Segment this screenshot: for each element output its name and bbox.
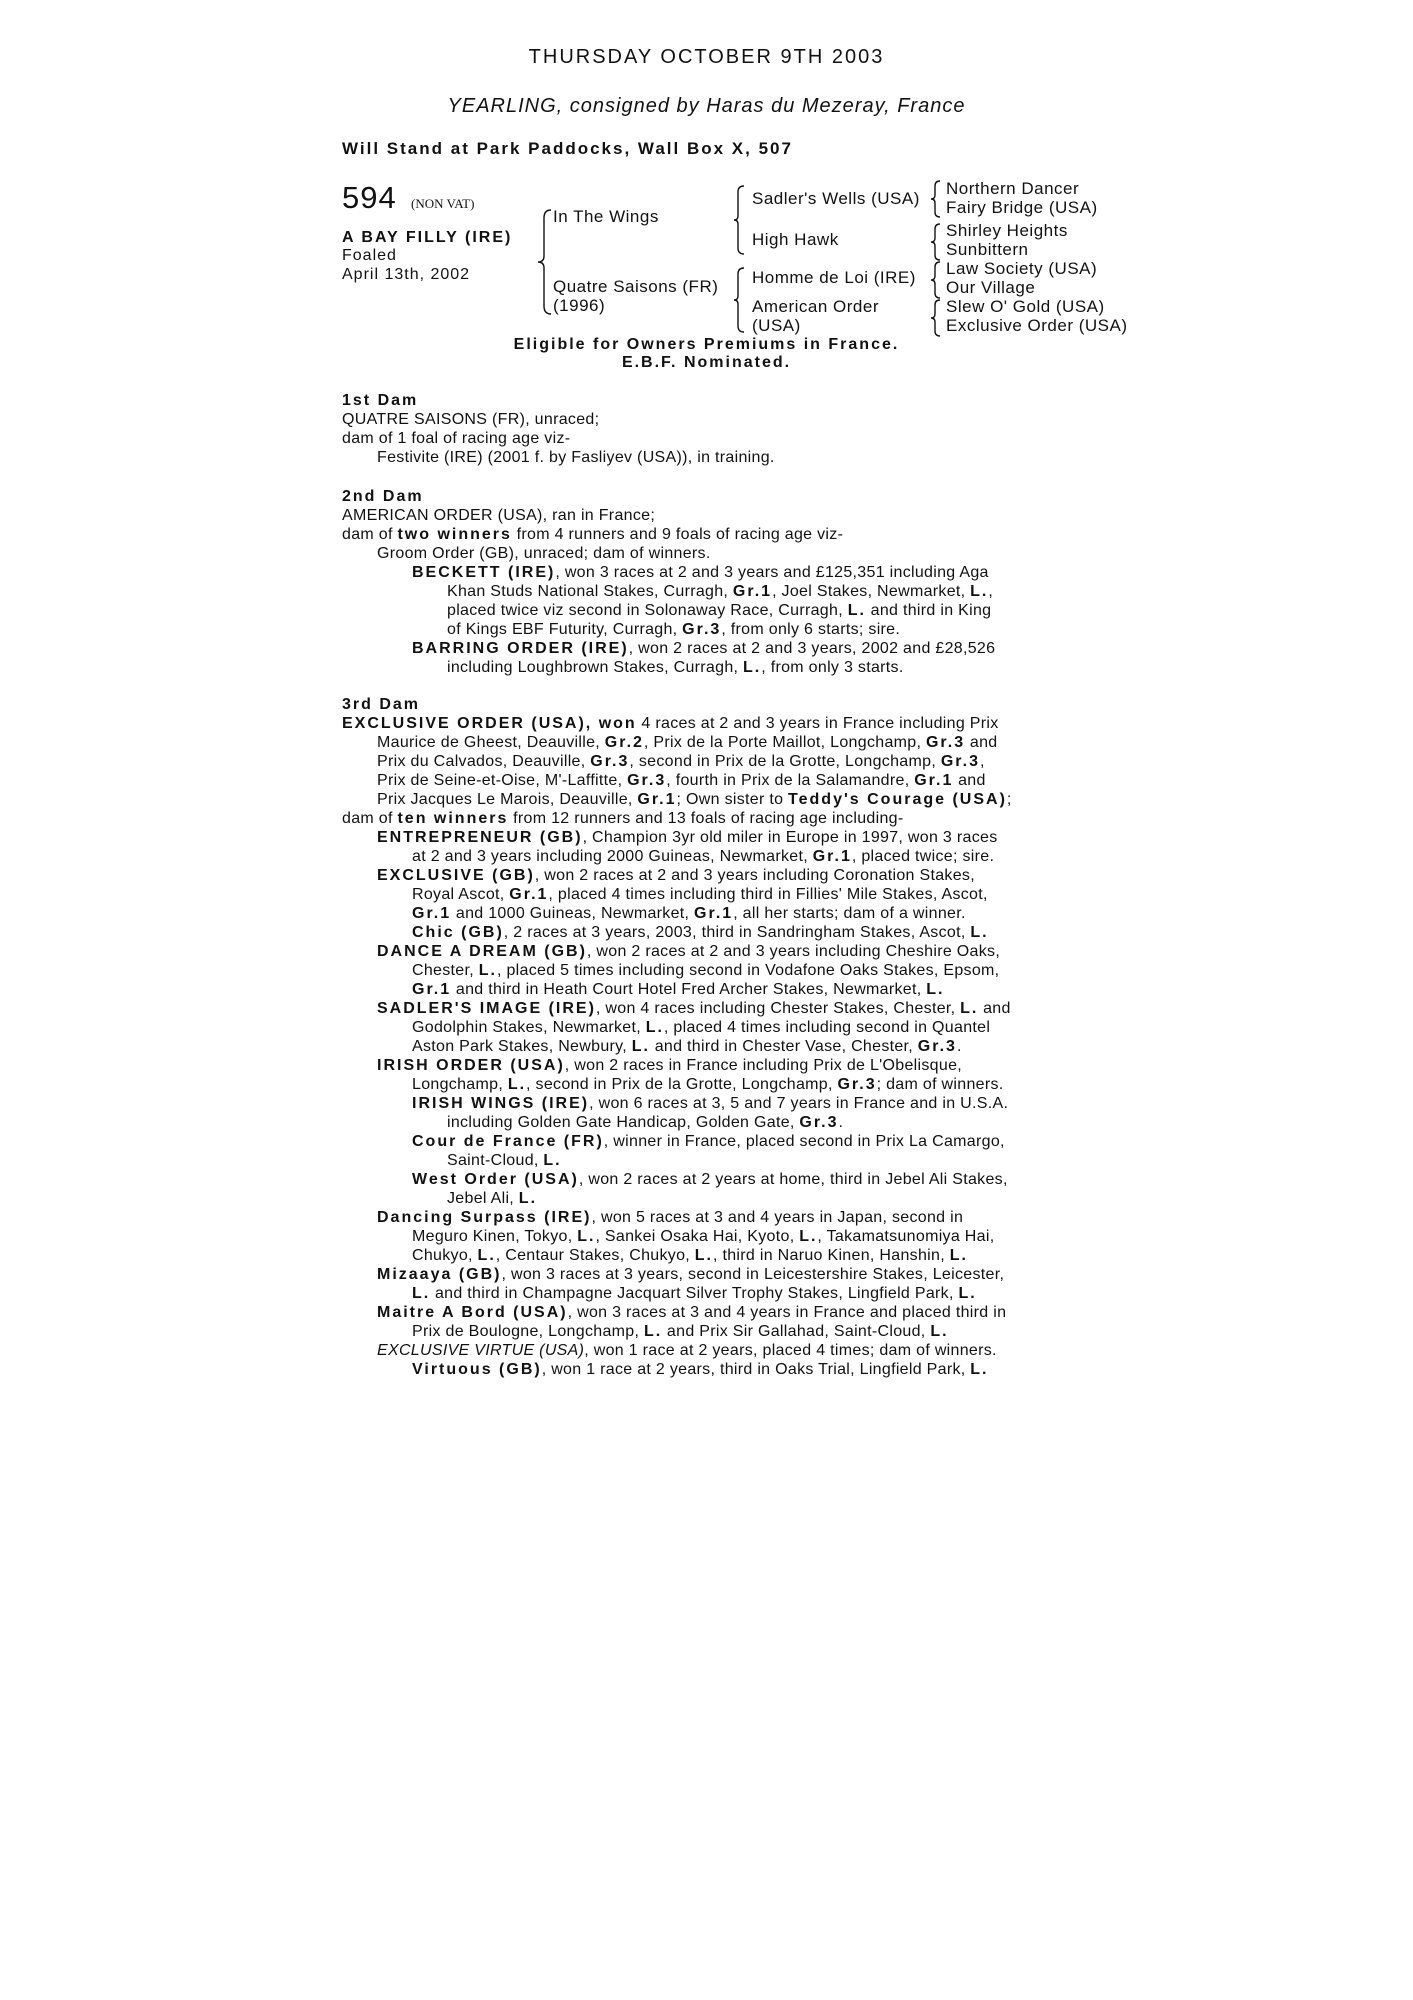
chic-entry: Chic (GB), 2 races at 3 years, 2003, third in Sandringham Stakes, Ascot, L. bbox=[412, 924, 989, 941]
third-dam-line: Prix de Seine-et-Oise, M'-Laffitte, Gr.3, fourth in Prix de la Salamandre, Gr.1 and bbox=[377, 772, 986, 789]
pedigree-gg-6: Our Village bbox=[946, 278, 1036, 297]
dance-a-dream-entry-cont: Chester, L., placed 5 times including second in Vodafone Oaks Stakes, Epsom, bbox=[412, 962, 1000, 979]
dancing-surpass-entry-cont: Chukyo, L., Centaur Stakes, Chukyo, L., third in Naruo Kinen, Hanshin, L. bbox=[412, 1247, 968, 1264]
lot-number: 594 bbox=[342, 180, 397, 215]
barring-order-entry: BARRING ORDER (IRE), won 2 races at 2 and 3 years, 2002 and £28,526 bbox=[412, 640, 996, 657]
beckett-entry-cont: placed twice viz second in Solonaway Race, Curragh, L. and third in King bbox=[447, 602, 992, 619]
sadlers-image-entry-cont: Godolphin Stakes, Newmarket, L., placed 4 times including second in Quantel bbox=[412, 1019, 991, 1036]
pedigree-gg-2: Fairy Bridge (USA) bbox=[946, 198, 1098, 217]
second-dam-heading: 2nd Dam bbox=[342, 488, 424, 505]
third-dam-section bbox=[342, 695, 1082, 1379]
pedigree-sire-dam: High Hawk bbox=[752, 230, 839, 249]
maitre-a-bord-entry-cont: Prix de Boulogne, Longchamp, L. and Prix Sir Gallahad, Saint-Cloud, L. bbox=[412, 1323, 949, 1340]
foaled-label: Foaled bbox=[342, 247, 397, 264]
third-dam-name: EXCLUSIVE ORDER (USA), won 4 races at 2 and 3 years in France including Prix bbox=[342, 715, 999, 732]
consignment-line: YEARLING, consigned by Haras du Mezeray, France bbox=[447, 95, 966, 117]
pedigree-dam-dam-origin: (USA) bbox=[752, 316, 801, 335]
exclusive-entry-cont: Gr.1 and 1000 Guineas, Newmarket, Gr.1, all her starts; dam of a winner. bbox=[412, 905, 966, 922]
pedigree-gg-8: Exclusive Order (USA) bbox=[946, 316, 1128, 335]
pedigree-gg-1: Northern Dancer bbox=[946, 179, 1080, 198]
third-dam-produce: dam of ten winners from 12 runners and 13 foals of racing age including- bbox=[342, 810, 904, 827]
pedigree-dam-dam: American Order bbox=[752, 297, 879, 316]
second-dam-produce: dam of two winners from 4 runners and 9 foals of racing age viz- bbox=[342, 526, 844, 543]
pedigree-gg-4: Sunbittern bbox=[946, 240, 1029, 259]
mizaaya-entry-cont: L. and third in Champagne Jacquart Silver Trophy Stakes, Lingfield Park, L. bbox=[412, 1285, 977, 1302]
exclusive-entry: EXCLUSIVE (GB), won 2 races at 2 and 3 years including Coronation Stakes, bbox=[377, 867, 975, 884]
pedigree-bracket-gg1 bbox=[929, 179, 943, 219]
vat-status: (NON VAT) bbox=[411, 196, 475, 211]
stand-location: Will Stand at Park Paddocks, Wall Box X, 507 bbox=[342, 139, 793, 158]
pedigree-bracket-gg3 bbox=[929, 260, 943, 300]
lot-title: A BAY FILLY (IRE) bbox=[342, 229, 513, 246]
second-dam-groom-order: Groom Order (GB), unraced; dam of winners. bbox=[377, 545, 711, 562]
first-dam-section bbox=[342, 391, 1082, 467]
third-dam-line: Prix du Calvados, Deauville, Gr.3, second in Prix de la Grotte, Longchamp, Gr.3, bbox=[377, 753, 985, 770]
beckett-entry-cont: of Kings EBF Futurity, Curragh, Gr.3, from only 6 starts; sire. bbox=[447, 621, 901, 638]
sadlers-image-entry: SADLER'S IMAGE (IRE), won 4 races including Chester Stakes, Chester, L. and bbox=[377, 1000, 1011, 1017]
west-order-entry-cont: Jebel Ali, L. bbox=[447, 1190, 538, 1207]
dance-a-dream-entry-cont: Gr.1 and third in Heath Court Hotel Fred Archer Stakes, Newmarket, L. bbox=[412, 981, 945, 998]
pedigree-bracket-dam bbox=[733, 266, 747, 334]
pedigree-gg-5: Law Society (USA) bbox=[946, 259, 1098, 278]
first-dam-heading: 1st Dam bbox=[342, 392, 419, 409]
first-dam-produce: dam of 1 foal of racing age viz- bbox=[342, 430, 571, 447]
dancing-surpass-entry-cont: Meguro Kinen, Tokyo, L., Sankei Osaka Hai, Kyoto, L., Takamatsunomiya Hai, bbox=[412, 1228, 995, 1245]
exclusive-virtue-entry: EXCLUSIVE VIRTUE (USA), won 1 race at 2 years, placed 4 times; dam of winners. bbox=[377, 1342, 997, 1359]
foaled-date: April 13th, 2002 bbox=[342, 266, 471, 283]
third-dam-line: Maurice de Gheest, Deauville, Gr.2, Prix de la Porte Maillot, Longchamp, Gr.3 and bbox=[377, 734, 998, 751]
beckett-entry: BECKETT (IRE), won 3 races at 2 and 3 years and £125,351 including Aga bbox=[412, 564, 989, 581]
entrepreneur-entry-cont: at 2 and 3 years including 2000 Guineas, Newmarket, Gr.1, placed twice; sire. bbox=[412, 848, 995, 865]
sadlers-image-entry-cont: Aston Park Stakes, Newbury, L. and third in Chester Vase, Chester, Gr.3. bbox=[412, 1038, 962, 1055]
pedigree-sire-sire: Sadler's Wells (USA) bbox=[752, 189, 920, 208]
pedigree-dam-year: (1996) bbox=[553, 296, 606, 315]
pedigree-dam: Quatre Saisons (FR) bbox=[553, 277, 719, 296]
irish-wings-entry: IRISH WINGS (IRE), won 6 races at 3, 5 and 7 years in France and in U.S.A. bbox=[412, 1095, 1009, 1112]
maitre-a-bord-entry: Maitre A Bord (USA), won 3 races at 3 and 4 years in France and placed third in bbox=[377, 1304, 1007, 1321]
irish-order-entry-cont: Longchamp, L., second in Prix de la Grotte, Longchamp, Gr.3; dam of winners. bbox=[412, 1076, 1004, 1093]
barring-order-entry-cont: including Loughbrown Stakes, Curragh, L., from only 3 starts. bbox=[447, 659, 904, 676]
third-dam-line: Prix Jacques Le Marois, Deauville, Gr.1; Own sister to Teddy's Courage (USA); bbox=[377, 791, 1012, 808]
pedigree-sire: In The Wings bbox=[553, 207, 659, 226]
third-dam-heading: 3rd Dam bbox=[342, 696, 421, 713]
mizaaya-entry: Mizaaya (GB), won 3 races at 3 years, second in Leicestershire Stakes, Leicester, bbox=[377, 1266, 1005, 1283]
pedigree-gg-3: Shirley Heights bbox=[946, 221, 1068, 240]
pedigree-bracket-main bbox=[535, 208, 555, 316]
dancing-surpass-entry: Dancing Surpass (IRE), won 5 races at 3 and 4 years in Japan, second in bbox=[377, 1209, 964, 1226]
irish-wings-entry-cont: including Golden Gate Handicap, Golden Gate, Gr.3. bbox=[447, 1114, 844, 1131]
eligibility-ebf: E.B.F. Nominated. bbox=[621, 354, 792, 371]
cour-de-france-entry: Cour de France (FR), winner in France, placed second in Prix La Camargo, bbox=[412, 1133, 1005, 1150]
pedigree-bracket-gg4 bbox=[929, 298, 943, 338]
second-dam-name: AMERICAN ORDER (USA), ran in France; bbox=[342, 507, 656, 524]
pedigree-dam-sire: Homme de Loi (IRE) bbox=[752, 268, 916, 287]
pedigree-bracket-gg2 bbox=[929, 222, 943, 262]
irish-order-entry: IRISH ORDER (USA), won 2 races in France including Prix de L'Obelisque, bbox=[377, 1057, 963, 1074]
first-dam-foal: Festivite (IRE) (2001 f. by Fasliyev (USA)), in training. bbox=[377, 449, 775, 466]
dance-a-dream-entry: DANCE A DREAM (GB), won 2 races at 2 and 3 years including Cheshire Oaks, bbox=[377, 943, 1001, 960]
cour-de-france-entry-cont: Saint-Cloud, L. bbox=[447, 1152, 562, 1169]
entrepreneur-entry: ENTREPRENEUR (GB), Champion 3yr old miler in Europe in 1997, won 3 races bbox=[377, 829, 998, 846]
eligibility-premiums: Eligible for Owners Premiums in France. bbox=[513, 336, 900, 353]
beckett-entry-cont: Khan Studs National Stakes, Curragh, Gr.1, Joel Stakes, Newmarket, L., bbox=[447, 583, 994, 600]
sale-date: THURSDAY OCTOBER 9TH 2003 bbox=[528, 46, 885, 68]
pedigree-bracket-sire bbox=[733, 184, 747, 256]
second-dam-section bbox=[342, 487, 1082, 677]
pedigree-gg-7: Slew O' Gold (USA) bbox=[946, 297, 1105, 316]
west-order-entry: West Order (USA), won 2 races at 2 years at home, third in Jebel Ali Stakes, bbox=[412, 1171, 1008, 1188]
exclusive-entry-cont: Royal Ascot, Gr.1, placed 4 times including third in Fillies' Mile Stakes, Ascot, bbox=[412, 886, 988, 903]
first-dam-name: QUATRE SAISONS (FR), unraced; bbox=[342, 411, 600, 428]
virtuous-entry: Virtuous (GB), won 1 race at 2 years, third in Oaks Trial, Lingfield Park, L. bbox=[412, 1361, 989, 1378]
